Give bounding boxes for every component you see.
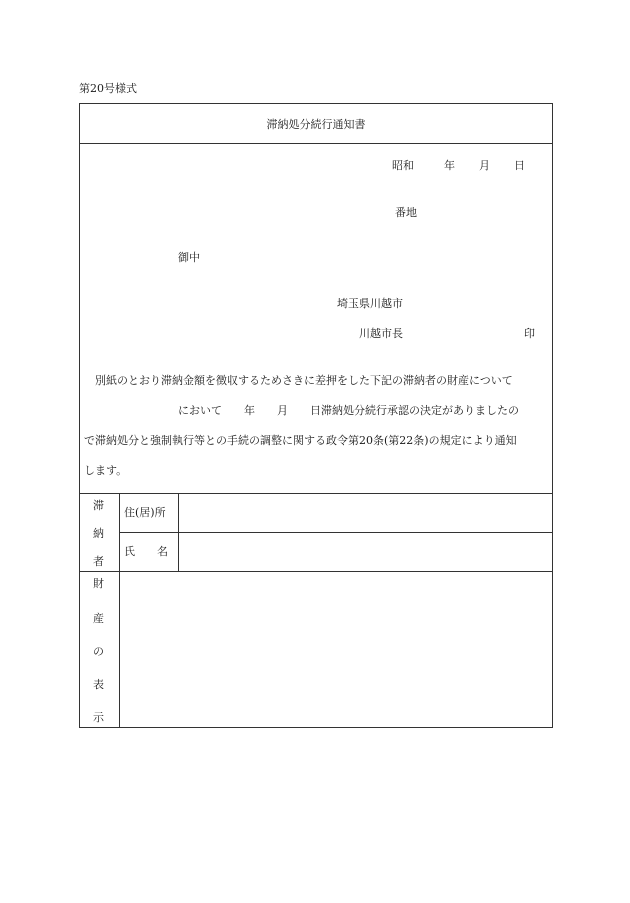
recipient-suffix: 御中 — [178, 251, 200, 264]
delinquent-label-3: 者 — [93, 555, 104, 568]
residence-label: 住(居)所 — [124, 506, 166, 519]
divider — [119, 532, 553, 533]
document-title: 滞納処分続行通知書 — [266, 118, 366, 131]
body-line-3: で滞納処分と強制執行等との手続の調整に関する政令第20条(第22条)の規定により通知 — [84, 434, 517, 447]
body-line-2: において 年 月 日滞納処分続行承認の決定がありましたの — [178, 404, 519, 417]
delinquent-label-1: 滞 — [93, 499, 104, 512]
issuer-title: 川越市長 — [359, 327, 403, 340]
date-era: 昭和 — [392, 159, 414, 172]
property-label-5: 示 — [93, 711, 104, 724]
divider — [119, 493, 120, 728]
issuer-org: 埼玉県川越市 — [337, 297, 403, 310]
date-day: 日 — [514, 159, 525, 172]
property-label-3: の — [93, 645, 104, 658]
date-month: 月 — [479, 159, 490, 172]
name-label: 氏 名 — [124, 545, 168, 558]
date-year: 年 — [444, 159, 455, 172]
address-label: 番地 — [395, 206, 417, 219]
property-label-4: 表 — [93, 678, 104, 691]
divider — [178, 493, 179, 571]
body-line-1: 別紙のとおり滞納金額を徴収するためさきに差押をした下記の滞納者の財産について — [95, 374, 513, 387]
delinquent-label-2: 納 — [93, 527, 104, 540]
divider — [79, 143, 553, 144]
body-line-4: します。 — [84, 464, 128, 477]
seal-mark: 印 — [524, 327, 535, 340]
property-label-1: 財 — [93, 577, 104, 590]
property-label-2: 産 — [93, 612, 104, 625]
form-number: 第20号様式 — [79, 82, 137, 95]
divider — [79, 571, 553, 572]
divider — [79, 493, 553, 494]
